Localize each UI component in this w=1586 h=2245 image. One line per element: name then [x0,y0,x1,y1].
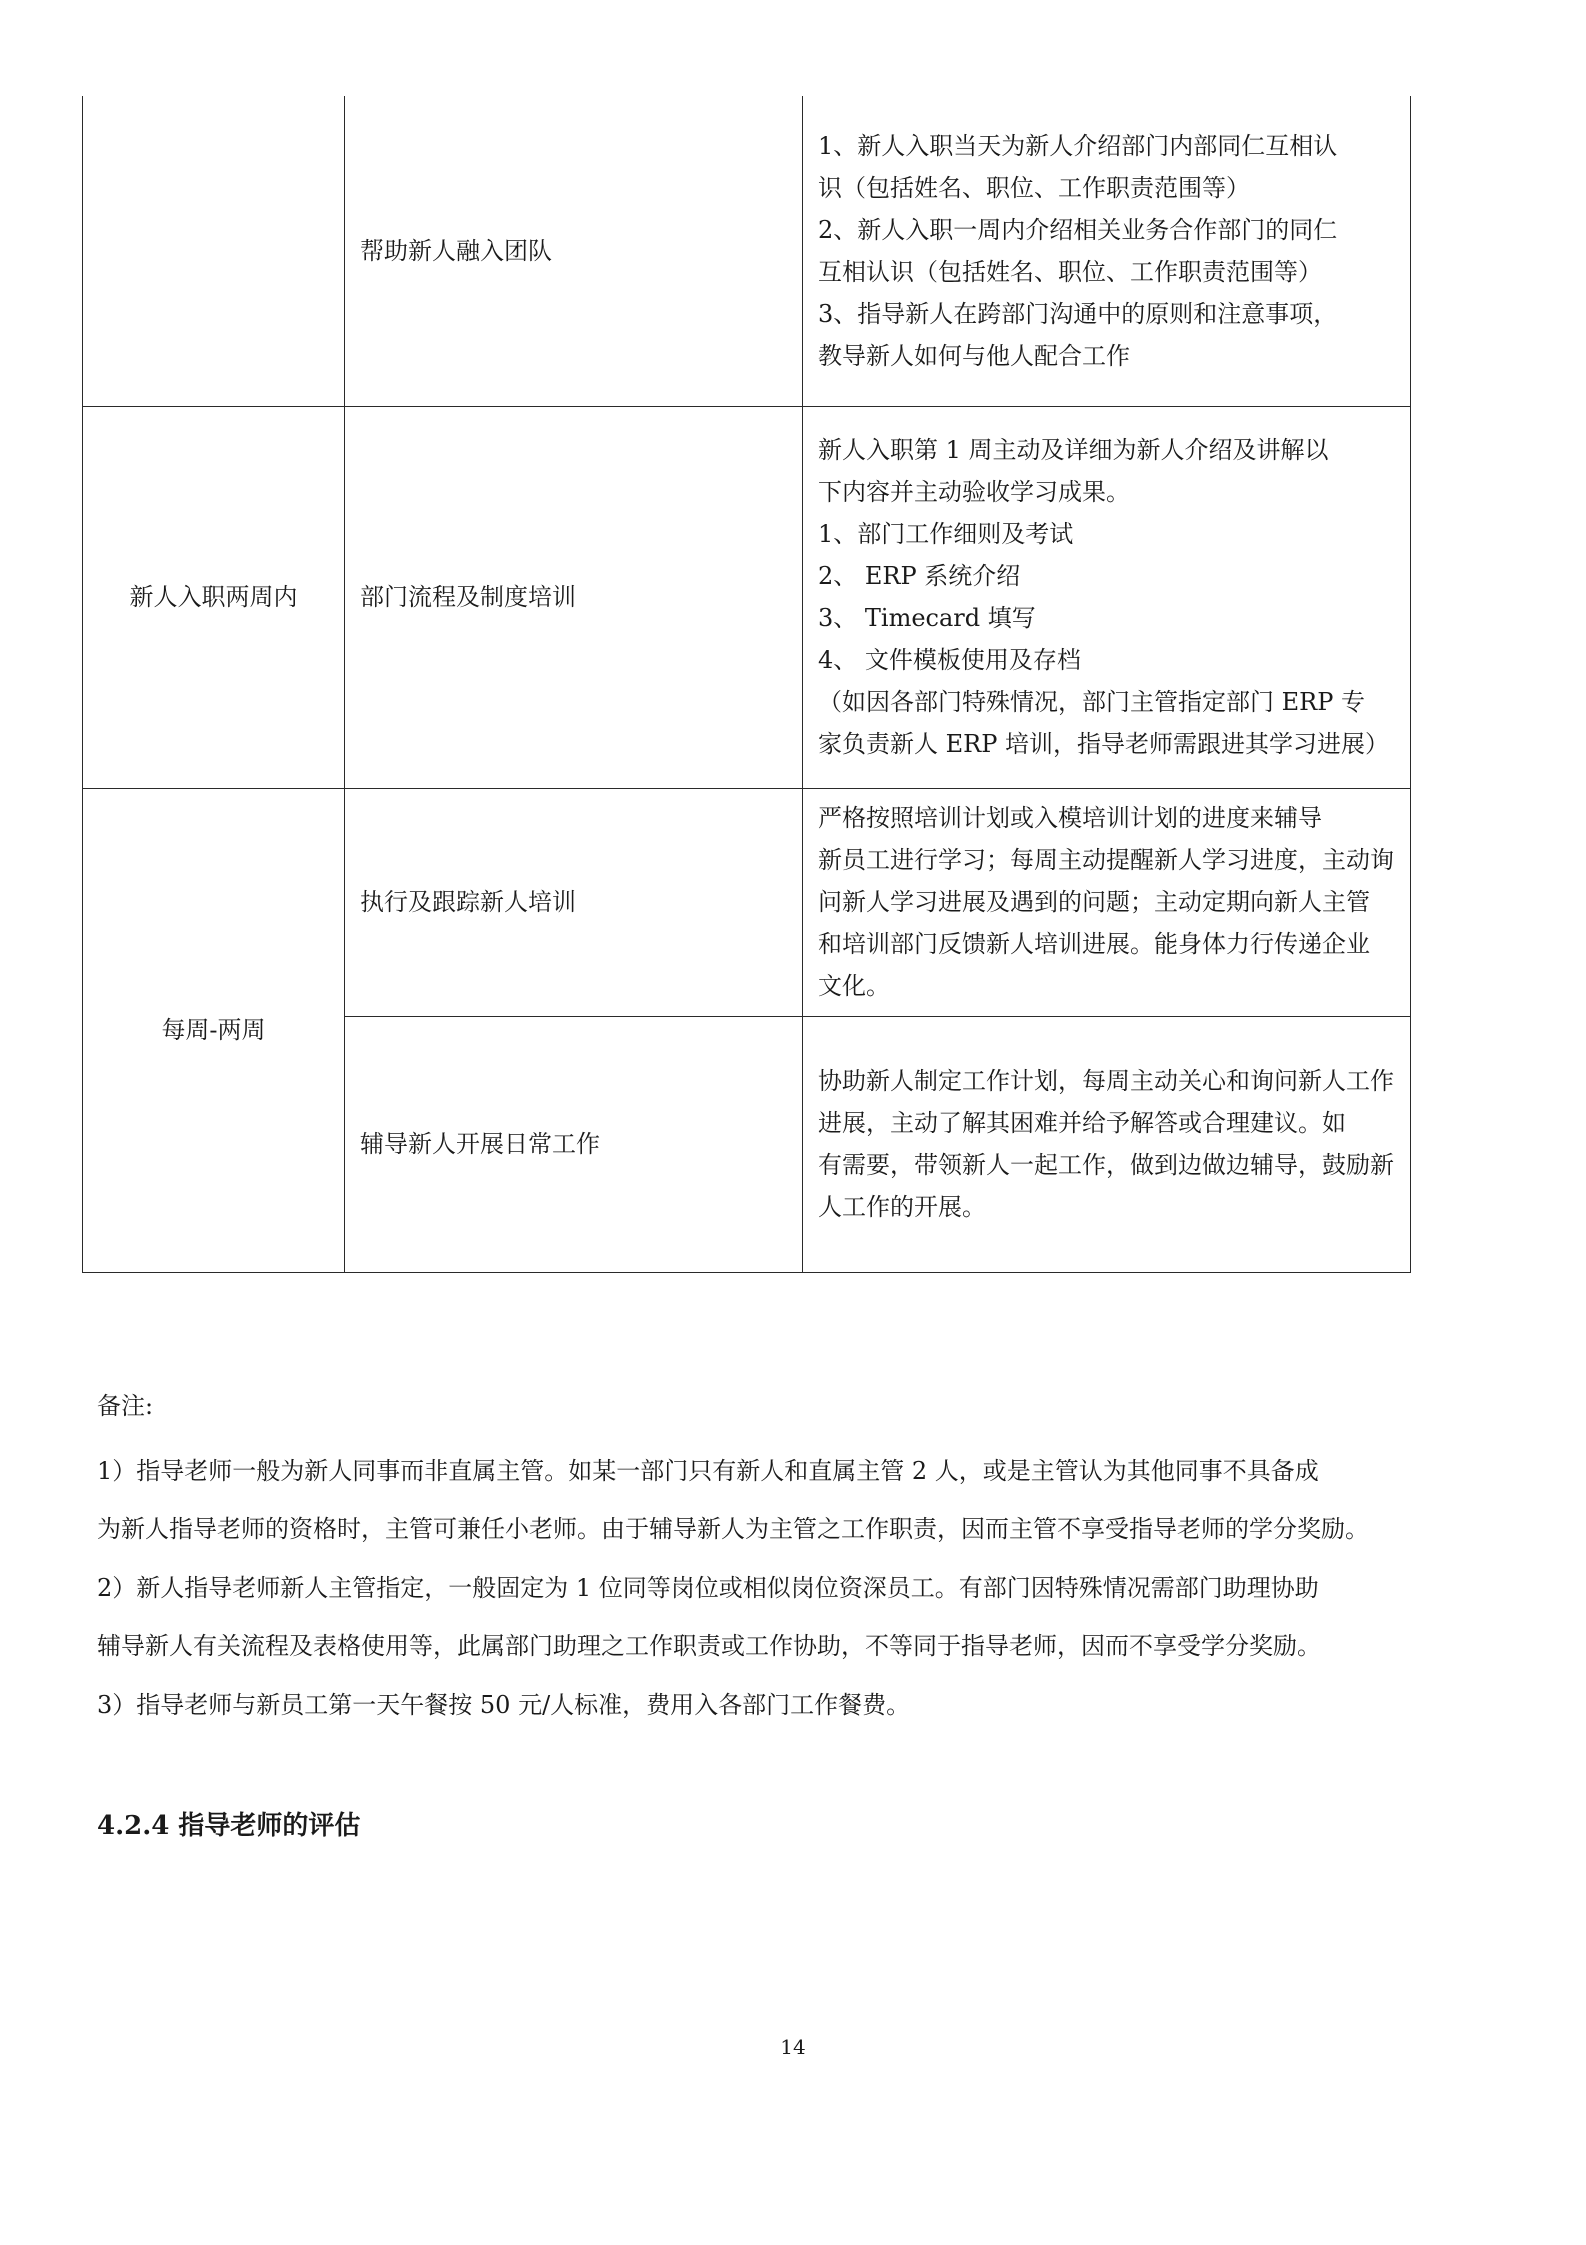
detail-line: 问新人学习进展及遇到的问题；主动定期向新人主管 [818,888,1370,916]
detail-line: 教导新人如何与他人配合工作 [818,341,1130,370]
detail-line: 有需要，带领新人一起工作，做到边做边辅导，鼓励新 [818,1151,1394,1179]
detail-line: 严格按照培训计划或入模培训计划的进度来辅导 [818,804,1322,832]
mentor-duties-table [82,96,1411,1273]
detail-line: 家负责新人 ERP 培训，指导老师需跟进其学习进展） [818,730,1389,758]
note-line: 辅导新人有关流程及表格使用等，此属部门助理之工作职责或工作协助，不等同于指导老师，因而不享受学分奖励。 [97,1632,1321,1660]
table-row-team [83,96,1411,406]
detail-line: 1、部门工作细则及考试 [818,520,1074,548]
detail-line: （如因各部门特殊情况，部门主管指定部门 ERP 专 [818,688,1365,716]
detail-line: 新人入职第 1 周主动及详细为新人介绍及讲解以 [818,436,1329,464]
period-cell-empty [83,96,345,406]
detail-line: 下内容并主动验收学习成果。 [818,478,1130,506]
detail-line: 人工作的开展。 [818,1193,986,1221]
detail-line: 2、 ERP 系统介绍 [818,562,1021,590]
detail-cell [803,788,1411,1016]
period-cell: 每周-两周 [83,788,345,1272]
detail-cell [803,96,1411,406]
detail-line: 和培训部门反馈新人培训进展。能身体力行传递企业 [818,930,1370,958]
detail-line: 文化。 [818,972,890,1000]
detail-line: 新员工进行学习；每周主动提醒新人学习进度，主动询 [818,846,1394,874]
note-line: 为新人指导老师的资格时，主管可兼任小老师。由于辅导新人为主管之工作职责，因而主管不享受指导老师的学分奖励。 [97,1515,1369,1543]
note-line: 3）指导老师与新员工第一天午餐按 50 元/人标准，费用入各部门工作餐费。 [97,1691,911,1719]
page-number: 14 [780,2035,806,2059]
detail-line: 进展，主动了解其困难并给予解答或合理建议。如 [818,1109,1346,1137]
section-heading: 4.2.4 指导老师的评估 [97,1811,361,1841]
detail-line: 3、指导新人在跨部门沟通中的原则和注意事项， [818,299,1338,328]
detail-line: 协助新人制定工作计划，每周主动关心和询问新人工作 [818,1067,1394,1095]
detail-line: 4、 文件模板使用及存档 [818,646,1081,674]
table-row-two-weeks [83,406,1411,788]
note-line: 2）新人指导老师新人主管指定，一般固定为 1 位同等岗位或相似岗位资深员工。有部门因特殊情况需部门助理协助 [97,1574,1319,1602]
table-row-weekly-a [83,788,1411,1016]
task-cell: 部门流程及制度培训 [345,406,803,788]
period-cell: 新人入职两周内 [83,406,345,788]
notes-title: 备注: [97,1392,154,1420]
task-cell: 辅导新人开展日常工作 [345,1016,803,1272]
detail-line: 1、新人入职当天为新人介绍部门内部同仁互相认 [818,131,1338,160]
detail-line: 识（包括姓名、职位、工作职责范围等） [818,173,1250,202]
detail-line: 3、 Timecard 填写 [818,604,1036,632]
detail-cell [803,406,1411,788]
detail-line: 互相认识（包括姓名、职位、工作职责范围等） [818,257,1322,286]
detail-line: 2、新人入职一周内介绍相关业务合作部门的同仁 [818,215,1338,244]
note-line: 1）指导老师一般为新人同事而非直属主管。如某一部门只有新人和直属主管 2 人，或是主管认为其他同事不具备成 [97,1457,1319,1485]
task-cell: 帮助新人融入团队 [345,96,803,406]
detail-cell [803,1016,1411,1272]
task-cell: 执行及跟踪新人培训 [345,788,803,1016]
